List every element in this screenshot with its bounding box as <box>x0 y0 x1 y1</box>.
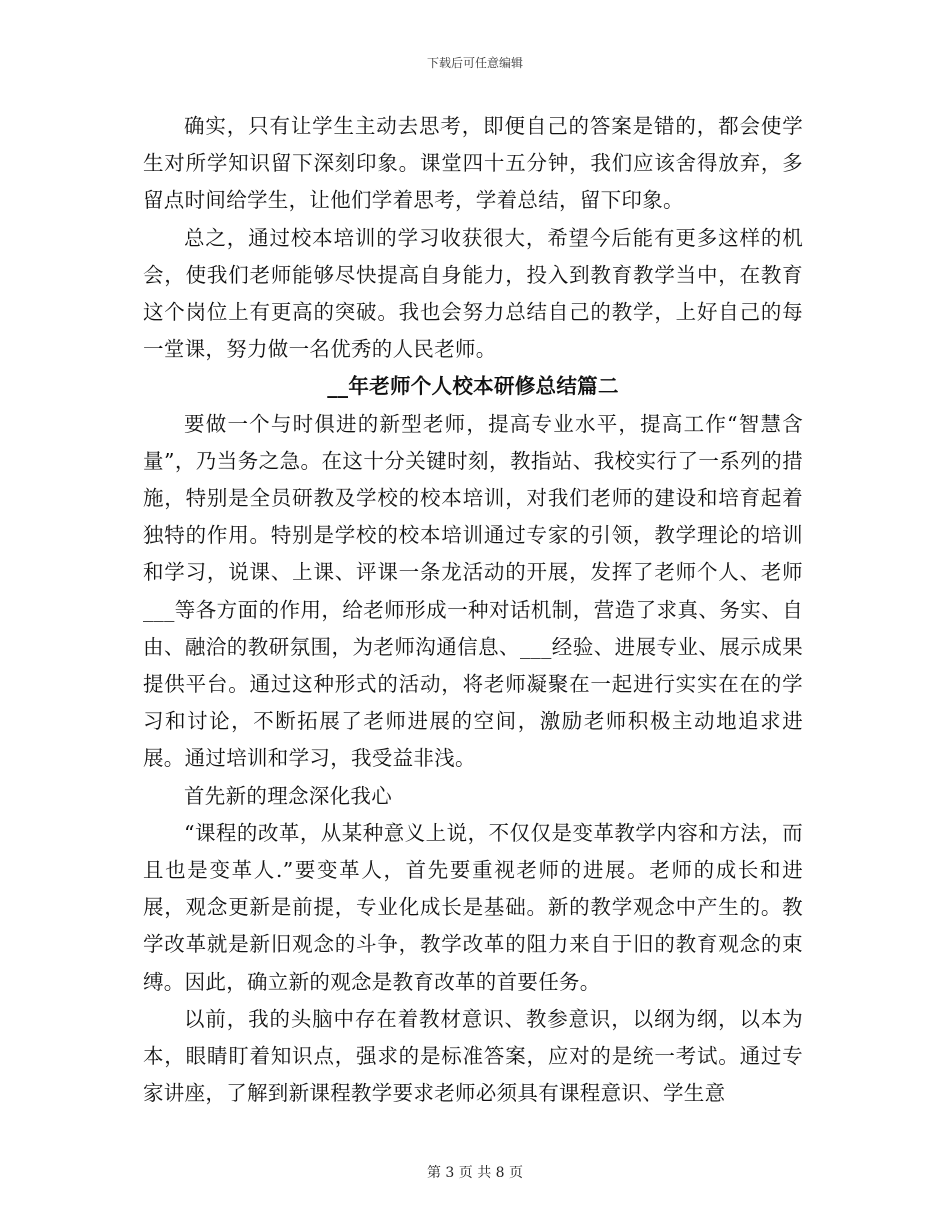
paragraph-4: 首先新的理念深化我心 <box>184 783 392 808</box>
section-heading: __年老师个人校本研修总结篇二 <box>327 374 619 399</box>
header-note: 下载后可任意编辑 <box>426 56 523 70</box>
page-indicator: 第 3 页 共 8 页 <box>426 1165 524 1181</box>
paragraph-3: 要做一个与时俱进的新型老师，提高专业水平，提高工作“智慧含量”，乃当务之急。在这十分关键时刻，教指站、我校实行了一系列的措施，特别是全员研教及学校的校本培训，对我们老师的建设和培育起着独特的作用。特别是学校的校本培训通过专家的引领，教学理论的培训和学习，说课、上课、评课一条龙活动的开展，发挥了老师个人、老师___等各方面的作用，给老师形成一种对话机制，营造了求真、务实、自由、融洽的教研氛围，为老师沟通信息、___经验、进展专业、展示成果提供平台。通过这种形式的活动，将老师凝聚在一起进行实实在在的学习和讨论，不断拓展了老师进展的空间，激励老师积极主动地追求进展。通过培训和学习，我受益非浅。 <box>143 411 803 771</box>
paragraph-6: 以前，我的头脑中存在着教材意识、教参意识，以纲为纲，以本为本，眼睛盯着知识点，强求的是标准答案，应对的是统一考试。通过专家讲座，了解到新课程教学要求老师必须具有课程意识、学生意 <box>143 1006 803 1106</box>
paragraph-2: 总之，通过校本培训的学习收获很大，希望今后能有更多这样的机会，使我们老师能够尽快提高自身能力，投入到教育教学当中，在教育这个岗位上有更高的突破。我也会努力总结自己的教学，上好自己的每一堂课，努力做一名优秀的人民老师。 <box>143 225 803 362</box>
paragraph-1: 确实，只有让学生主动去思考，即便自己的答案是错的，都会使学生对所学知识留下深刻印象。课堂四十五分钟，我们应该舍得放弃，多留点时间给学生，让他们学着思考，学着总结，留下印象。 <box>143 114 803 213</box>
paragraph-5: “课程的改革，从某种意义上说，不仅仅是变革教学内容和方法，而且也是变革人.”要变革人，首先要重视老师的进展。老师的成长和进展，观念更新是前提，专业化成长是基础。新的教学观念中产生的。教学改革就是新旧观念的斗争，教学改革的阻力来自于旧的教育观念的束缚。因此，确立新的观念是教育改革的首要任务。 <box>143 820 803 994</box>
body-text <box>143 108 803 1112</box>
